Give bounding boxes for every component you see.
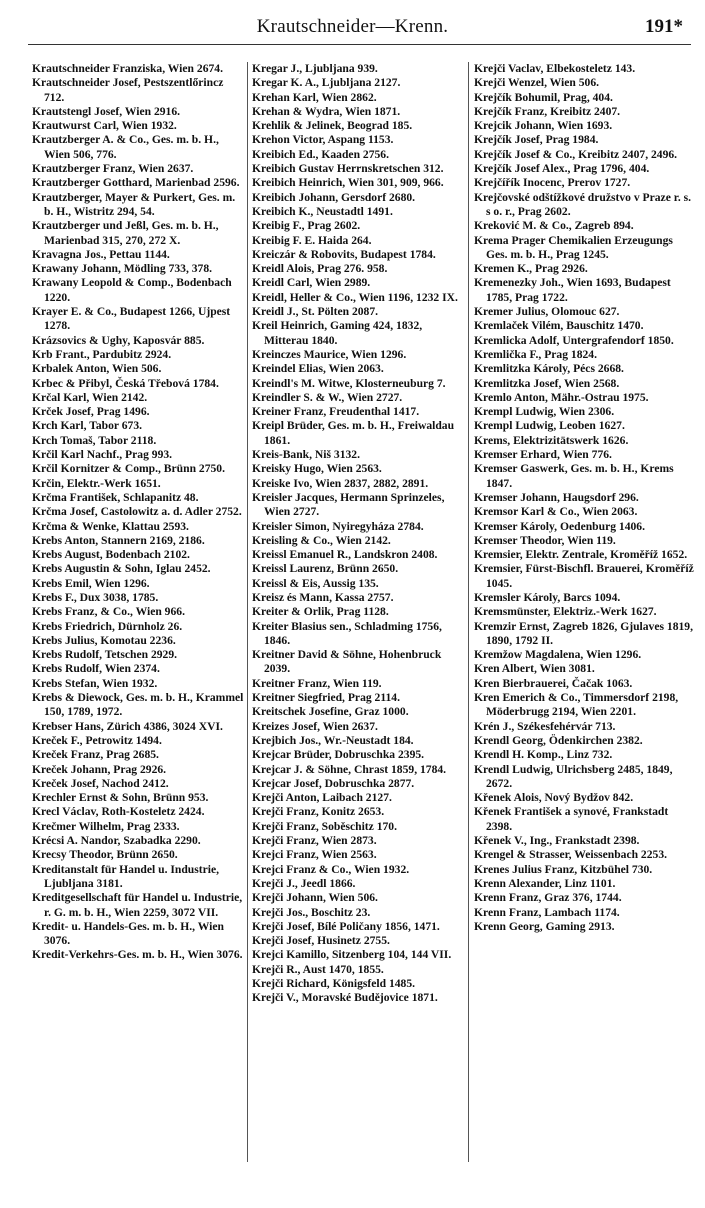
directory-entry: Krečmer Wilhelm, Prag 2333. <box>32 819 180 833</box>
directory-entry: Krčil Karl Nachf., Prag 993. <box>32 448 173 462</box>
directory-entry: Kremser Károly, Oedenburg 1406. <box>474 519 646 533</box>
directory-entry: Krejčík Franz, Kreibitz 2407. <box>474 104 621 118</box>
directory-entry: Krázsovics & Ughy, Kaposvár 885. <box>32 333 205 347</box>
column-2 <box>252 62 465 1202</box>
directory-entry: Krejcar Josef, Dobruschka 2877. <box>252 776 415 790</box>
directory-entry: Krejčířík Inocenc, Prerov 1727. <box>474 176 631 190</box>
directory-entry: Kreissl & Eis, Aussig 135. <box>252 576 379 590</box>
directory-entry: Krejči Franz, Wien 2873. <box>252 834 377 848</box>
column-3 <box>474 62 696 1202</box>
directory-entry: Krebs August, Bodenbach 2102. <box>32 548 190 562</box>
directory-entry: Kreibich K., Neustadtl 1491. <box>252 204 393 218</box>
directory-entry: Krehan Karl, Wien 2862. <box>252 90 377 104</box>
directory-entry: Krejči Vaclav, Elbekosteletz 143. <box>474 62 636 75</box>
directory-entry: Krch Tomaš, Tabor 2118. <box>32 433 157 447</box>
directory-entry: Krempl Ludwig, Wien 2306. <box>474 405 615 419</box>
directory-entry: Krehon Victor, Aspang 1153. <box>252 133 394 147</box>
directory-entry: Krenn Georg, Gaming 2913. <box>474 919 615 933</box>
directory-entry: Krejči Josef, Bílé Poličany 1856, 1471. <box>252 919 440 933</box>
directory-entry: Kremsier, Fürst-Bischfl. Brauerei, Kroměříž 1045. <box>474 562 694 590</box>
directory-entry: Krécsi A. Nandor, Szabadka 2290. <box>32 834 201 848</box>
directory-entry: Krčil Kornitzer & Comp., Brünn 2750. <box>32 462 226 476</box>
directory-entry: Kreisky Hugo, Wien 2563. <box>252 462 382 476</box>
directory-entry: Kredit-Verkehrs-Ges. m. b. H., Wien 3076. <box>32 948 243 962</box>
directory-entry: Krejči Richard, Königsfeld 1485. <box>252 977 416 990</box>
directory-entry: Krebs Emil, Wien 1296. <box>32 576 150 590</box>
directory-entry: Krejči Wenzel, Wien 506. <box>474 76 600 90</box>
directory-entry: Kreizes Josef, Wien 2637. <box>252 719 378 733</box>
directory-entry: Krenes Julius Franz, Kitzbühel 730. <box>474 862 653 876</box>
directory-entry: Krempl Ludwig, Leoben 1627. <box>474 419 625 433</box>
directory-entry: Krenn Franz, Lambach 1174. <box>474 905 620 919</box>
directory-entry: Krautwurst Carl, Wien 1932. <box>32 119 177 133</box>
directory-entry: Krebs Augustin & Sohn, Iglau 2452. <box>32 562 211 576</box>
directory-entry: Kren Albert, Wien 3081. <box>474 662 595 676</box>
directory-entry: Krejči R., Aust 1470, 1855. <box>252 962 384 976</box>
directory-entry: Krén J., Székesfehérvár 713. <box>474 719 616 733</box>
directory-entry: Krautschneider Franziska, Wien 2674. <box>32 62 223 75</box>
directory-entry: Krejčovské odštížkové družstvo v Praze r. s. s o. r., Prag 2602. <box>474 190 692 218</box>
directory-entry: Kreipl Brüder, Ges. m. b. H., Freiwaldau 1861. <box>252 419 455 447</box>
directory-entry: Krebs Julius, Komotau 2236. <box>32 633 176 647</box>
directory-entry: Krehan & Wydra, Wien 1871. <box>252 104 401 118</box>
directory-entry: Krejči Franz, Konitz 2653. <box>252 805 385 819</box>
directory-entry: Krendl H. Komp., Linz 732. <box>474 748 613 762</box>
directory-entry: Kregar K. A., Ljubljana 2127. <box>252 76 401 90</box>
directory-columns <box>32 62 696 1202</box>
directory-entry: Krejči V., Moravské Budějovice 1871. <box>252 991 438 1005</box>
directory-entry: Kreissl Laurenz, Brünn 2650. <box>252 562 399 576</box>
directory-entry: Krendl Ludwig, Ulrichsberg 2485, 1849, 2672. <box>474 762 673 790</box>
directory-entry: Krayer E. & Co., Budapest 1266, Ujpest 1278. <box>32 305 231 333</box>
directory-entry: Kreitner Franz, Wien 119. <box>252 676 382 690</box>
directory-entry: Krejci Franz, Wien 2563. <box>252 848 377 862</box>
directory-entry: Kreidl J., St. Pölten 2087. <box>252 305 379 319</box>
directory-entry: Krebs Stefan, Wien 1932. <box>32 676 158 690</box>
directory-entry: Kreditanstalt für Handel u. Industrie, Ljubljana 3181. <box>32 862 220 890</box>
directory-entry: Krecl Václav, Roth-Kosteletz 2424. <box>32 805 205 819</box>
directory-entry: Krejči Franz, Soběschitz 170. <box>252 819 398 833</box>
directory-entry: Kreibig F., Prag 2602. <box>252 219 361 233</box>
directory-entry: Kremlička F., Prag 1824. <box>474 347 598 361</box>
directory-entry: Kremenezky Joh., Wien 1693, Budapest 1785, Prag 1722. <box>474 276 671 304</box>
directory-entry: Křenek V., Ing., Frankstadt 2398. <box>474 834 640 848</box>
directory-entry: Kremen K., Prag 2926. <box>474 262 588 276</box>
directory-entry: Kremlitzka Károly, Pécs 2668. <box>474 362 624 376</box>
directory-entry: Krema Prager Chemikalien Erzeugungs Ges. m. b. H., Prag 1245. <box>474 233 673 261</box>
directory-entry: Kreitschek Josefine, Graz 1000. <box>252 705 409 719</box>
directory-entry: Krejcar J. & Söhne, Chrast 1859, 1784. <box>252 762 447 776</box>
directory-entry: Krebs Franz, & Co., Wien 966. <box>32 605 185 619</box>
directory-entry: Krčma František, Schlapanitz 48. <box>32 490 199 504</box>
directory-entry: Kreindel Elias, Wien 2063. <box>252 362 384 376</box>
directory-entry: Kreček Josef, Nachod 2412. <box>32 776 169 790</box>
directory-entry: Krenn Franz, Graz 376, 1744. <box>474 891 622 905</box>
directory-entry: Krejčík Josef Alex., Prag 1796, 404. <box>474 162 650 176</box>
directory-entry: Kremzir Ernst, Zagreb 1826, Gjulaves 1819, 1890, 1792 II. <box>474 619 693 647</box>
directory-entry: Kren Bierbrauerei, Čačak 1063. <box>474 676 633 690</box>
directory-entry: Krebs Friedrich, Dürnholz 26. <box>32 619 183 633</box>
directory-entry: Krejbich Jos., Wr.-Neustadt 184. <box>252 733 414 747</box>
directory-entry: Kreindler S. & W., Wien 2727. <box>252 390 403 404</box>
directory-entry: Kreček Johann, Prag 2926. <box>32 762 167 776</box>
directory-entry: Kreil Heinrich, Gaming 424, 1832, Mitterau 1840. <box>252 319 423 347</box>
directory-entry: Krch Karl, Tabor 673. <box>32 419 143 433</box>
directory-entry: Krčal Karl, Wien 2142. <box>32 390 148 404</box>
directory-entry: Kremsier, Elektr. Zentrale, Kroměříž 1652. <box>474 548 688 562</box>
directory-entry: Kregar J., Ljubljana 939. <box>252 62 378 75</box>
directory-entry: Krebs Rudolf, Wien 2374. <box>32 662 160 676</box>
directory-entry: Kreindl's M. Witwe, Klosterneuburg 7. <box>252 376 446 390</box>
directory-entry: Kreidl Carl, Wien 2989. <box>252 276 371 290</box>
directory-entry: Krawany Johann, Mödling 733, 378. <box>32 262 213 276</box>
directory-entry: Krejči Anton, Laibach 2127. <box>252 791 392 805</box>
directory-entry: Kremser Johann, Haugsdorf 296. <box>474 490 639 504</box>
directory-entry: Krbec & Přibyl, Česká Třebová 1784. <box>32 376 219 390</box>
directory-entry: Kremser Erhard, Wien 776. <box>474 448 612 462</box>
directory-entry: Křenek František a synové, Frankstadt 2398. <box>474 805 669 833</box>
directory-entry: Kremsor Karl & Co., Wien 2063. <box>474 505 638 519</box>
directory-entry: Krechler Ernst & Sohn, Brünn 953. <box>32 791 209 805</box>
directory-entry: Kremžow Magdalena, Wien 1296. <box>474 648 642 662</box>
directory-entry: Kreinczes Maurice, Wien 1296. <box>252 347 407 361</box>
directory-entry: Kreditgesellschaft für Handel u. Industrie, r. G. m. b. H., Wien 2259, 3072 VII. <box>32 891 243 919</box>
header-rule <box>28 44 691 45</box>
directory-entry: Krejčík Josef & Co., Kreibitz 2407, 2496. <box>474 147 678 161</box>
directory-entry: Krautzberger Franz, Wien 2637. <box>32 162 194 176</box>
directory-entry: Kreibich Johann, Gersdorf 2680. <box>252 190 416 204</box>
directory-entry: Krebs F., Dux 3038, 1785. <box>32 590 159 604</box>
directory-entry: Krb Frant., Pardubitz 2924. <box>32 347 172 361</box>
directory-entry: Kreidl Alois, Prag 276. 958. <box>252 262 388 276</box>
directory-entry: Kreibig F. E. Haida 264. <box>252 233 372 247</box>
directory-entry: Kreibich Gustav Herrnskretschen 312. <box>252 162 444 176</box>
directory-entry: Kreisler Simon, Nyiregyháza 2784. <box>252 519 424 533</box>
column-1 <box>32 62 245 1202</box>
directory-entry: Krček Josef, Prag 1496. <box>32 405 150 419</box>
directory-entry: Krebs & Diewock, Ges. m. b. H., Krammel 150, 1789, 1972. <box>32 691 244 719</box>
directory-entry: Krebs Anton, Stannern 2169, 2186. <box>32 533 205 547</box>
page-header <box>0 6 705 44</box>
directory-entry: Krejči Jos., Boschitz 23. <box>252 905 371 919</box>
directory-entry: Krejcar Brüder, Dobruschka 2395. <box>252 748 425 762</box>
directory-entry: Krčma Josef, Castolowitz a. d. Adler 2752. <box>32 505 242 519</box>
directory-entry: Krejci Franz & Co., Wien 1932. <box>252 862 410 876</box>
directory-entry: Krendl Georg, Ödenkirchen 2382. <box>474 733 643 747</box>
directory-entry: Kren Emerich & Co., Timmersdorf 2198, Möderbrugg 2194, Wien 2201. <box>474 691 679 719</box>
directory-entry: Krautschneider Josef, Pestszentlőrincz 712. <box>32 76 224 104</box>
directory-entry: Krejčík Bohumil, Prag, 404. <box>474 90 613 104</box>
directory-entry: Kreisling & Co., Wien 2142. <box>252 533 391 547</box>
directory-entry: Krautzberger Gotthard, Marienbad 2596. <box>32 176 240 190</box>
directory-entry: Krejči Johann, Wien 506. <box>252 891 378 905</box>
directory-entry: Kreisz és Mann, Kassa 2757. <box>252 590 394 604</box>
directory-entry: Krenn Alexander, Linz 1101. <box>474 876 616 890</box>
directory-entry: Kremsler Károly, Barcs 1094. <box>474 590 621 604</box>
directory-entry: Kremser Theodor, Wien 119. <box>474 533 616 547</box>
directory-entry: Krejči Josef, Husinetz 2755. <box>252 934 390 948</box>
directory-entry: Krbalek Anton, Wien 506. <box>32 362 162 376</box>
directory-entry: Krejčík Josef, Prag 1984. <box>474 133 599 147</box>
directory-entry: Kreisler Jacques, Hermann Sprinzeles, Wien 2727. <box>252 490 445 519</box>
page-number: 191* <box>645 16 683 37</box>
directory-entry: Kreček Franz, Prag 2685. <box>32 748 159 762</box>
directory-entry: Krehlik & Jelinek, Beograd 185. <box>252 119 413 133</box>
directory-entry: Krejcik Johann, Wien 1693. <box>474 119 613 133</box>
directory-entry: Kreiter & Orlik, Prag 1128. <box>252 605 389 619</box>
directory-entry: Krčma & Wenke, Klattau 2593. <box>32 519 189 533</box>
directory-entry: Krejči J., Jeedl 1866. <box>252 876 356 890</box>
directory-entry: Kremer Julius, Olomouc 627. <box>474 305 620 319</box>
directory-entry: Kreitner Siegfried, Prag 2114. <box>252 691 401 705</box>
directory-entry: Kreis-Bank, Niš 3132. <box>252 448 361 462</box>
directory-entry: Kravagna Jos., Pettau 1144. <box>32 247 170 261</box>
directory-entry: Křenek Alois, Nový Bydžov 842. <box>474 791 634 805</box>
directory-entry: Krebs Rudolf, Tetschen 2929. <box>32 648 178 662</box>
directory-entry: Krautzberger und Jeßl, Ges. m. b. H., Marienbad 315, 270, 272 X. <box>32 219 219 247</box>
directory-entry: Kreidl, Heller & Co., Wien 1196, 1232 IX. <box>252 290 458 304</box>
directory-entry: Krawany Leopold & Comp., Bodenbach 1220. <box>32 276 232 304</box>
running-head: Krautschneider—Krenn. <box>256 16 449 37</box>
directory-entry: Kreković M. & Co., Zagreb 894. <box>474 219 634 233</box>
directory-entry: Kremsmünster, Elektriz.-Werk 1627. <box>474 605 657 619</box>
directory-entry: Kreček F., Petrowitz 1494. <box>32 733 162 747</box>
directory-entry: Krautzberger, Mayer & Purkert, Ges. m. b. H., Wistritz 294, 54. <box>32 190 236 218</box>
directory-entry: Krengel & Strasser, Weissenbach 2253. <box>474 848 668 862</box>
directory-entry: Kremlaček Vilém, Bauschitz 1470. <box>474 319 644 333</box>
directory-entry: Krebser Hans, Zürich 4386, 3024 XVI. <box>32 719 223 733</box>
directory-entry: Kremlicka Adolf, Untergrafendorf 1850. <box>474 333 674 347</box>
directory-entry: Krems, Elektrizitätswerk 1626. <box>474 433 629 447</box>
directory-entry: Kreissl Emanuel R., Landskron 2408. <box>252 548 438 562</box>
directory-entry: Krecsy Theodor, Brünn 2650. <box>32 848 178 862</box>
directory-entry: Kredit- u. Handels-Ges. m. b. H., Wien 3076. <box>32 919 224 948</box>
directory-entry: Kreiczár & Robovits, Budapest 1784. <box>252 247 436 261</box>
directory-entry: Kreibich Ed., Kaaden 2756. <box>252 147 389 161</box>
directory-entry: Kremser Gaswerk, Ges. m. b. H., Krems 1847. <box>474 462 674 490</box>
directory-entry: Kremlo Anton, Mähr.-Ostrau 1975. <box>474 390 649 404</box>
directory-entry: Krautzberger A. & Co., Ges. m. b. H., Wien 506, 776. <box>32 133 219 161</box>
directory-entry: Krčin, Elektr.-Werk 1651. <box>32 476 161 490</box>
directory-entry: Kreitner David & Söhne, Hohenbruck 2039. <box>252 648 442 676</box>
directory-entry: Krejci Kamillo, Sitzenberg 104, 144 VII. <box>252 948 452 962</box>
directory-entry: Kreiner Franz, Freudenthal 1417. <box>252 405 420 419</box>
directory-entry: Kremlitzka Josef, Wien 2568. <box>474 376 620 390</box>
directory-entry: Kreiter Blasius sen., Schladming 1756, 1846. <box>252 619 442 647</box>
directory-entry: Krautstengl Josef, Wien 2916. <box>32 104 181 118</box>
directory-entry: Kreiske Ivo, Wien 2837, 2882, 2891. <box>252 476 429 490</box>
directory-entry: Kreibich Heinrich, Wien 301, 909, 966. <box>252 176 444 190</box>
